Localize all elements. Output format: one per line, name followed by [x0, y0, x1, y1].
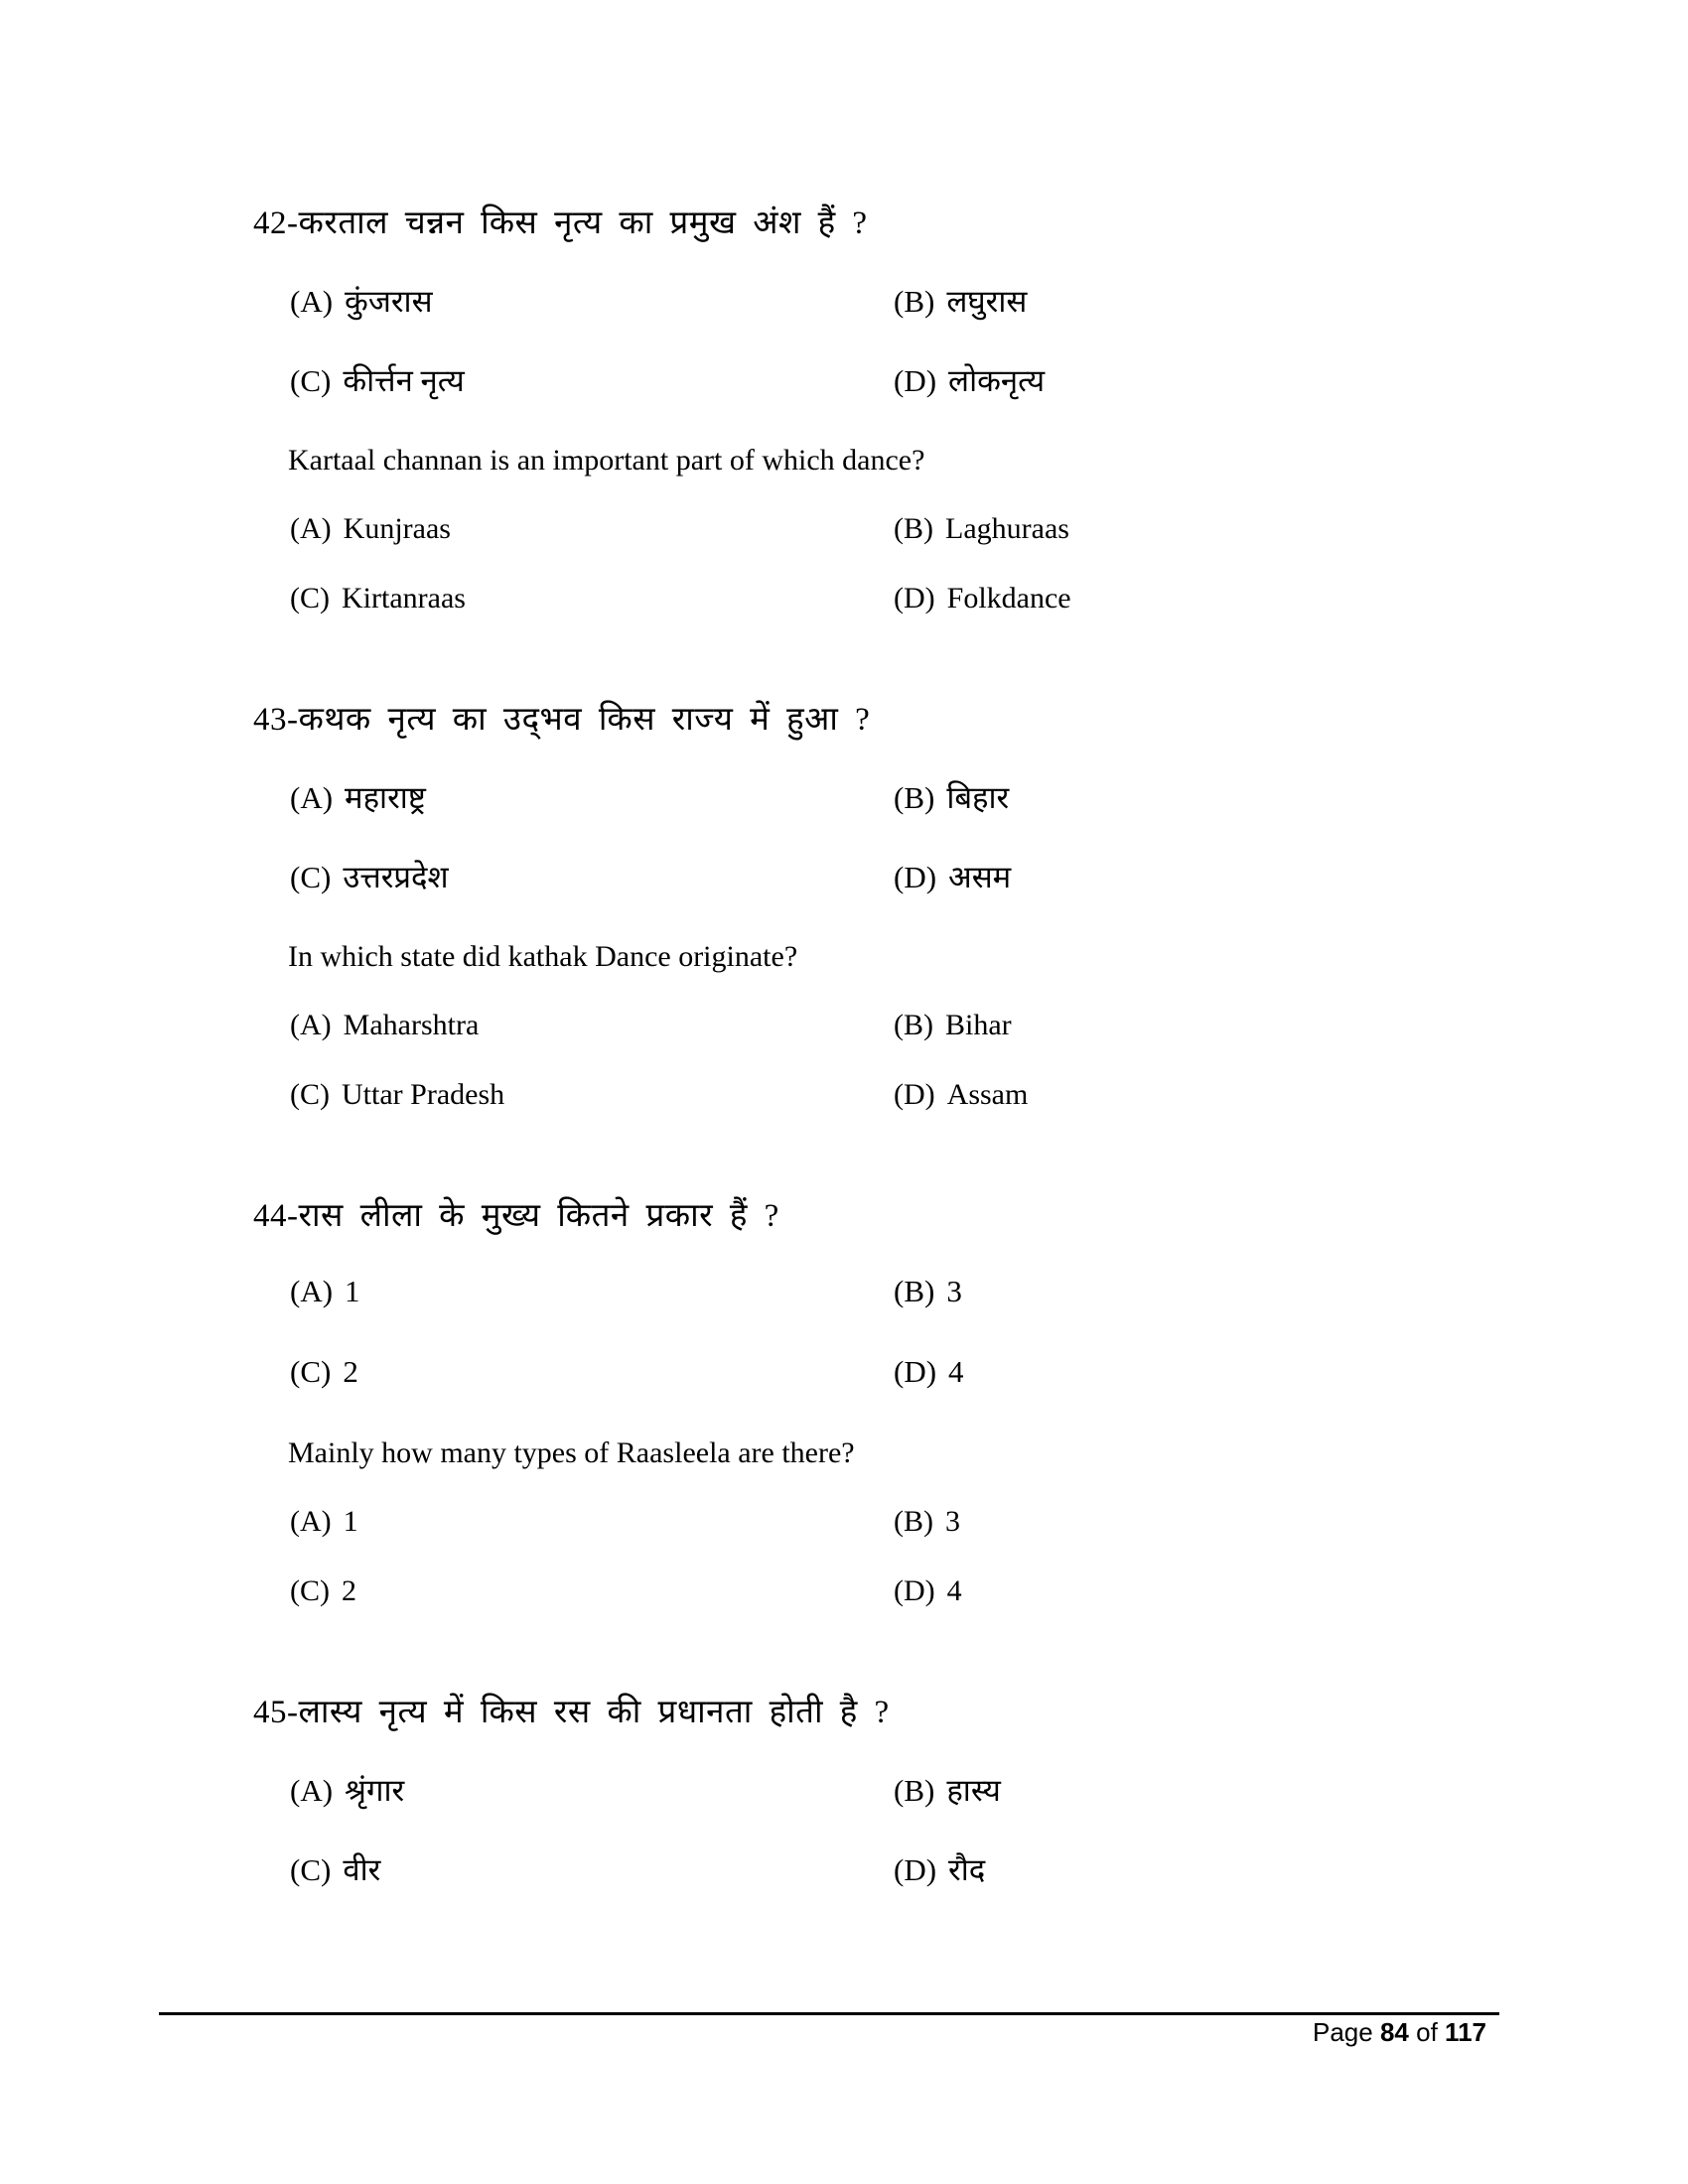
question-42-english: Kartaal channan is an important part of which dance?	[288, 444, 925, 477]
q43-hi-option-a: (A) महाराष्ट्र	[290, 780, 426, 815]
q43-hi-option-d: (D) असम	[894, 860, 1012, 894]
q42-hi-option-b: (B) लघुरास	[894, 284, 1028, 319]
current-page: 84	[1379, 2017, 1409, 2047]
q44-hi-option-a: (A) 1	[290, 1274, 360, 1308]
q45-hi-option-d: (D) रौद	[894, 1852, 986, 1887]
q42-en-option-d: (D) Folkdance	[894, 582, 1071, 614]
total-pages: 117	[1445, 2017, 1486, 2047]
q42-en-option-a: (A) Kunjraas	[290, 512, 451, 545]
q44-hi-option-d: (D) 4	[894, 1354, 964, 1389]
question-42-hindi: 42-करताल चन्नन किस नृत्य का प्रमुख अंश हैं ?	[253, 205, 868, 241]
q44-en-option-c: (C) 2	[290, 1574, 356, 1607]
question-45-hindi: 45-लास्य नृत्य में किस रस की प्रधानता होती है ?	[253, 1695, 890, 1730]
page-prefix: Page	[1313, 2017, 1373, 2047]
q42-hi-option-a: (A) कुंजरास	[290, 284, 433, 319]
q45-hi-option-b: (B) हास्य	[894, 1773, 1001, 1808]
footer-divider	[159, 2012, 1499, 2015]
q44-en-option-d: (D) 4	[894, 1574, 962, 1607]
q42-hi-option-d: (D) लोकनृत्य	[894, 363, 1046, 398]
question-44-hindi: 44-रास लीला के मुख्य कितने प्रकार हैं ?	[253, 1198, 779, 1234]
q42-en-option-b: (B) Laghuraas	[894, 512, 1069, 545]
q44-hi-option-c: (C) 2	[290, 1354, 358, 1389]
q43-hi-option-b: (B) बिहार	[894, 780, 1010, 815]
q43-en-option-c: (C) Uttar Pradesh	[290, 1078, 505, 1111]
q45-hi-option-c: (C) वीर	[290, 1852, 381, 1887]
q42-en-option-c: (C) Kirtanraas	[290, 582, 466, 614]
question-44-english: Mainly how many types of Raasleela are there?	[288, 1436, 855, 1469]
question-43-hindi: 43-कथक नृत्य का उद्‌भव किस राज्य में हुआ ?	[253, 702, 871, 738]
q42-hi-option-c: (C) कीर्त्तन नृत्य	[290, 363, 465, 398]
q43-hi-option-c: (C) उत्तरप्रदेश	[290, 860, 449, 894]
q44-hi-option-b: (B) 3	[894, 1274, 962, 1308]
q45-hi-option-a: (A) श्रृंगार	[290, 1773, 405, 1808]
q43-en-option-b: (B) Bihar	[894, 1009, 1012, 1041]
q43-en-option-d: (D) Assam	[894, 1078, 1029, 1111]
q44-en-option-a: (A) 1	[290, 1505, 358, 1538]
question-43-english: In which state did kathak Dance originate?	[288, 940, 798, 973]
page-number	[1313, 2017, 1486, 2048]
of-label: of	[1416, 2017, 1438, 2047]
q43-en-option-a: (A) Maharshtra	[290, 1009, 480, 1041]
q44-en-option-b: (B) 3	[894, 1505, 960, 1538]
